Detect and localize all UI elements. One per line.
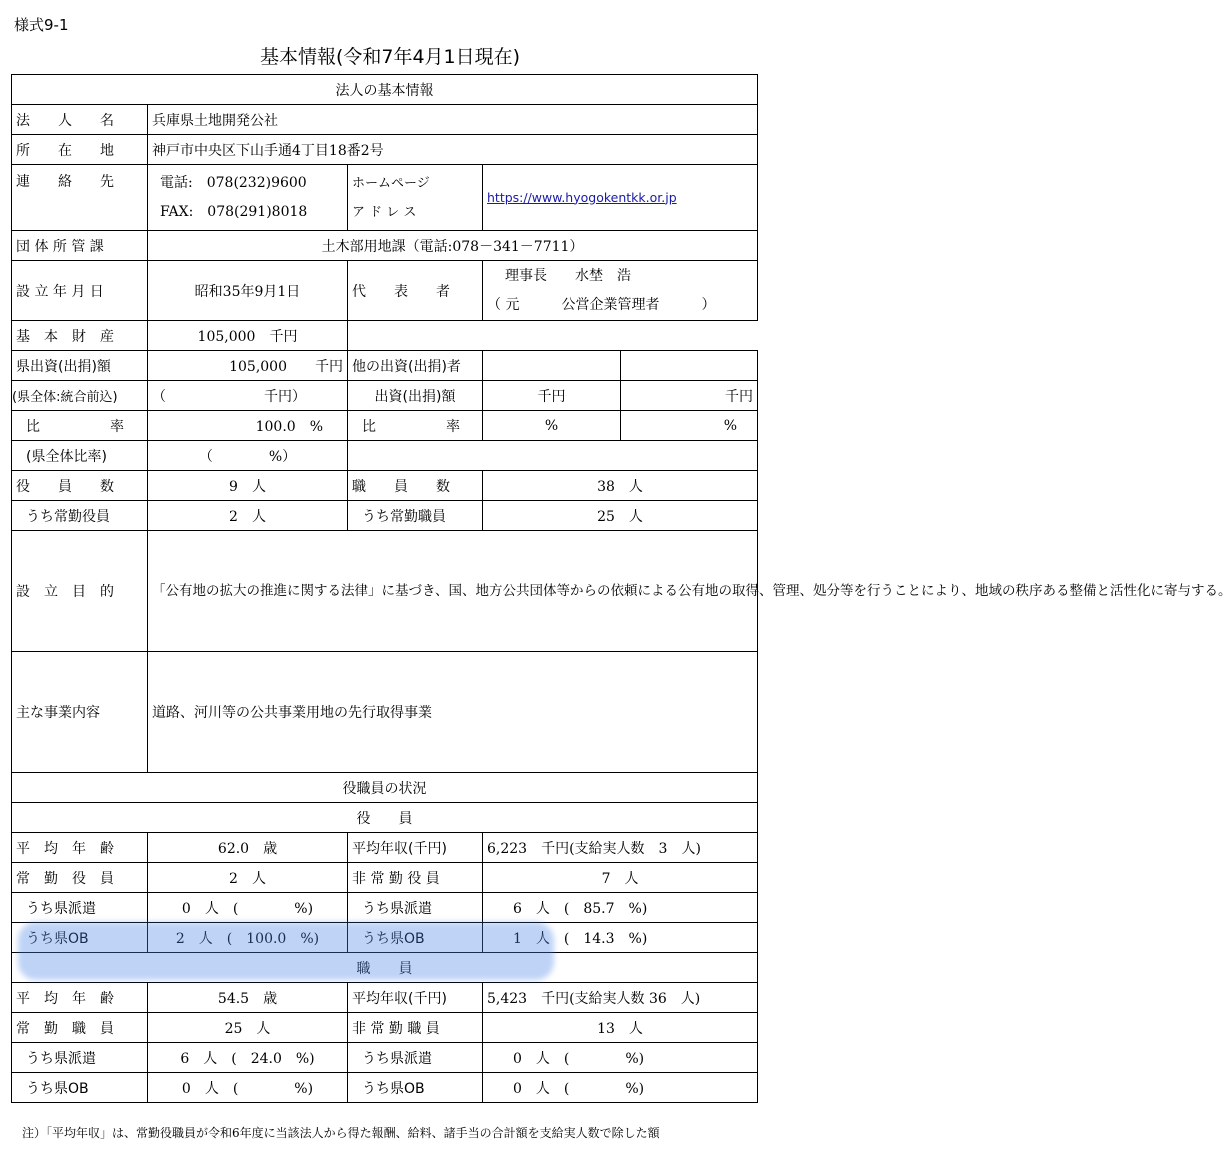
address-label: 所 在 地 <box>12 135 148 165</box>
other-ratio-unit2: % <box>621 411 758 441</box>
employee-ft-ob-value: 0 人 ( %) <box>148 1073 348 1103</box>
purpose-value: 「公有地の拡大の推進に関する法律」に基づき、国、地方公共団体等からの依頼による公有地の取得、管理、処分等を行うことにより、地域の秩序ある整備と活性化に寄与する。 <box>148 531 758 652</box>
employee-age-value: 54.5 歳 <box>148 983 348 1013</box>
pref-all-label: (県全体:統合前込) <box>12 381 148 411</box>
other-ratio-label: 比 率 <box>348 411 483 441</box>
purpose-label: 設 立 目 的 <box>12 531 148 652</box>
capital-value: 105,000 千円 <box>148 321 348 351</box>
pref-investment-value: 105,000 千円 <box>148 351 348 381</box>
officers-count-label: 役 員 数 <box>12 471 148 501</box>
officer-pt-dispatch-label: うち県派遣 <box>348 893 483 923</box>
page-title: 基本情報(令和7年4月1日現在) <box>259 46 521 68</box>
section-staff-header: 役職員の状況 <box>12 773 758 803</box>
est-date-label: 設 立 年 月 日 <box>12 261 148 321</box>
ft-staff-label: うち常勤職員 <box>348 501 483 531</box>
ratio-all-label: (県全体比率) <box>12 441 148 471</box>
rep-former: （ 元 公営企業管理者 ） <box>487 296 716 313</box>
officer-income-label: 平均年収(千円) <box>348 833 483 863</box>
employee-pt-ob-value: 0 人 ( %) <box>483 1073 758 1103</box>
officer-ft-ob-label: うち県OB <box>12 923 148 953</box>
section-basic-header: 法人の基本情報 <box>12 75 758 105</box>
other-ratio-unit1: % <box>483 411 621 441</box>
ratio-value: 100.0 % <box>148 411 348 441</box>
pref-all-value: （ 千円） <box>148 381 348 411</box>
other-investor-cell2 <box>621 351 758 381</box>
employee-pt-value: 13 人 <box>483 1013 758 1043</box>
officer-age-label: 平 均 年 齢 <box>12 833 148 863</box>
homepage-label <box>348 165 483 231</box>
other-investor-cell1 <box>483 351 621 381</box>
ft-officers-label: うち常勤役員 <box>12 501 148 531</box>
rep-value <box>483 261 758 321</box>
footnote: 注）「平均年収」は、常勤役職員が令和6年度に当該法人から得た報酬、給料、諸手当の合計額を支給実人数で除した額 <box>22 1126 660 1140</box>
employee-ft-dispatch-label: うち県派遣 <box>12 1043 148 1073</box>
officer-pt-label: 非 常 勤 役 員 <box>348 863 483 893</box>
officer-pt-dispatch-value: 6 人 ( 85.7 %) <box>483 893 758 923</box>
employee-ft-label: 常 勤 職 員 <box>12 1013 148 1043</box>
other-investment-label: 出資(出捐)額 <box>348 381 483 411</box>
employee-age-label: 平 均 年 齢 <box>12 983 148 1013</box>
employee-pt-dispatch-value: 0 人 ( %) <box>483 1043 758 1073</box>
officer-ft-ob-value: 2 人 ( 100.0 %) <box>148 923 348 953</box>
business-label: 主な事業内容 <box>12 652 148 773</box>
rep-title: 理事長 水埜 浩 <box>505 267 631 284</box>
dept-label: 団 体 所 管 課 <box>12 231 148 261</box>
capital-blank <box>348 321 758 351</box>
pref-investment-label: 県出資(出捐)額 <box>12 351 148 381</box>
employee-income-value: 5,423 千円(支給実人数 36 人) <box>483 983 758 1013</box>
officer-ft-label: 常 勤 役 員 <box>12 863 148 893</box>
employee-pt-label: 非 常 勤 職 員 <box>348 1013 483 1043</box>
officer-ft-value: 2 人 <box>148 863 348 893</box>
officer-pt-ob-value: 1 人 ( 14.3 %) <box>483 923 758 953</box>
officer-income-value: 6,223 千円(支給実人数 3 人) <box>483 833 758 863</box>
contact-label: 連 絡 先 <box>12 165 148 231</box>
other-investment-unit1: 千円 <box>483 381 621 411</box>
ratio-all-blank <box>348 441 758 471</box>
employee-income-label: 平均年収(千円) <box>348 983 483 1013</box>
contact-value <box>148 165 348 231</box>
other-investment-unit2: 千円 <box>621 381 758 411</box>
ratio-all-value: （ %） <box>148 441 348 471</box>
officer-pt-ob-label: うち県OB <box>348 923 483 953</box>
dept-value: 土木部用地課（電話:078－341－7711） <box>148 231 758 261</box>
est-date-value: 昭和35年9月1日 <box>148 261 348 321</box>
employee-ft-value: 25 人 <box>148 1013 348 1043</box>
staff-count-label: 職 員 数 <box>348 471 483 501</box>
homepage-label-line1: ホームページ <box>352 175 430 191</box>
ft-staff-value: 25 人 <box>483 501 758 531</box>
employee-ft-ob-label: うち県OB <box>12 1073 148 1103</box>
address-value: 神戸市中央区下山手通4丁目18番2号 <box>148 135 758 165</box>
form-id: 様式9-1 <box>14 16 69 34</box>
employee-ft-dispatch-value: 6 人 ( 24.0 %) <box>148 1043 348 1073</box>
employee-pt-ob-label: うち県OB <box>348 1073 483 1103</box>
section-employees-header: 職 員 <box>12 953 758 983</box>
officers-count-value: 9 人 <box>148 471 348 501</box>
name-label: 法 人 名 <box>12 105 148 135</box>
officer-age-value: 62.0 歳 <box>148 833 348 863</box>
rep-label: 代 表 者 <box>348 261 483 321</box>
staff-count-value: 38 人 <box>483 471 758 501</box>
ft-officers-value: 2 人 <box>148 501 348 531</box>
basic-info-table <box>11 74 1231 1103</box>
tel-value: 電話: 078(232)9600 <box>160 174 307 191</box>
fax-value: FAX: 078(291)8018 <box>160 203 308 220</box>
employee-pt-dispatch-label: うち県派遣 <box>348 1043 483 1073</box>
other-investor-label: 他の出資(出捐)者 <box>348 351 483 381</box>
officer-pt-value: 7 人 <box>483 863 758 893</box>
capital-label: 基 本 財 産 <box>12 321 148 351</box>
name-value: 兵庫県土地開発公社 <box>148 105 758 135</box>
homepage-link[interactable]: https://www.hyogokentkk.or.jp <box>487 189 677 205</box>
section-officers-header: 役 員 <box>12 803 758 833</box>
officer-ft-dispatch-label: うち県派遣 <box>12 893 148 923</box>
business-value: 道路、河川等の公共事業用地の先行取得事業 <box>148 652 758 773</box>
homepage-label-line2: ア ド レ ス <box>352 204 417 220</box>
ratio-label: 比 率 <box>12 411 148 441</box>
officer-ft-dispatch-value: 0 人 ( %) <box>148 893 348 923</box>
homepage-cell <box>483 165 758 231</box>
